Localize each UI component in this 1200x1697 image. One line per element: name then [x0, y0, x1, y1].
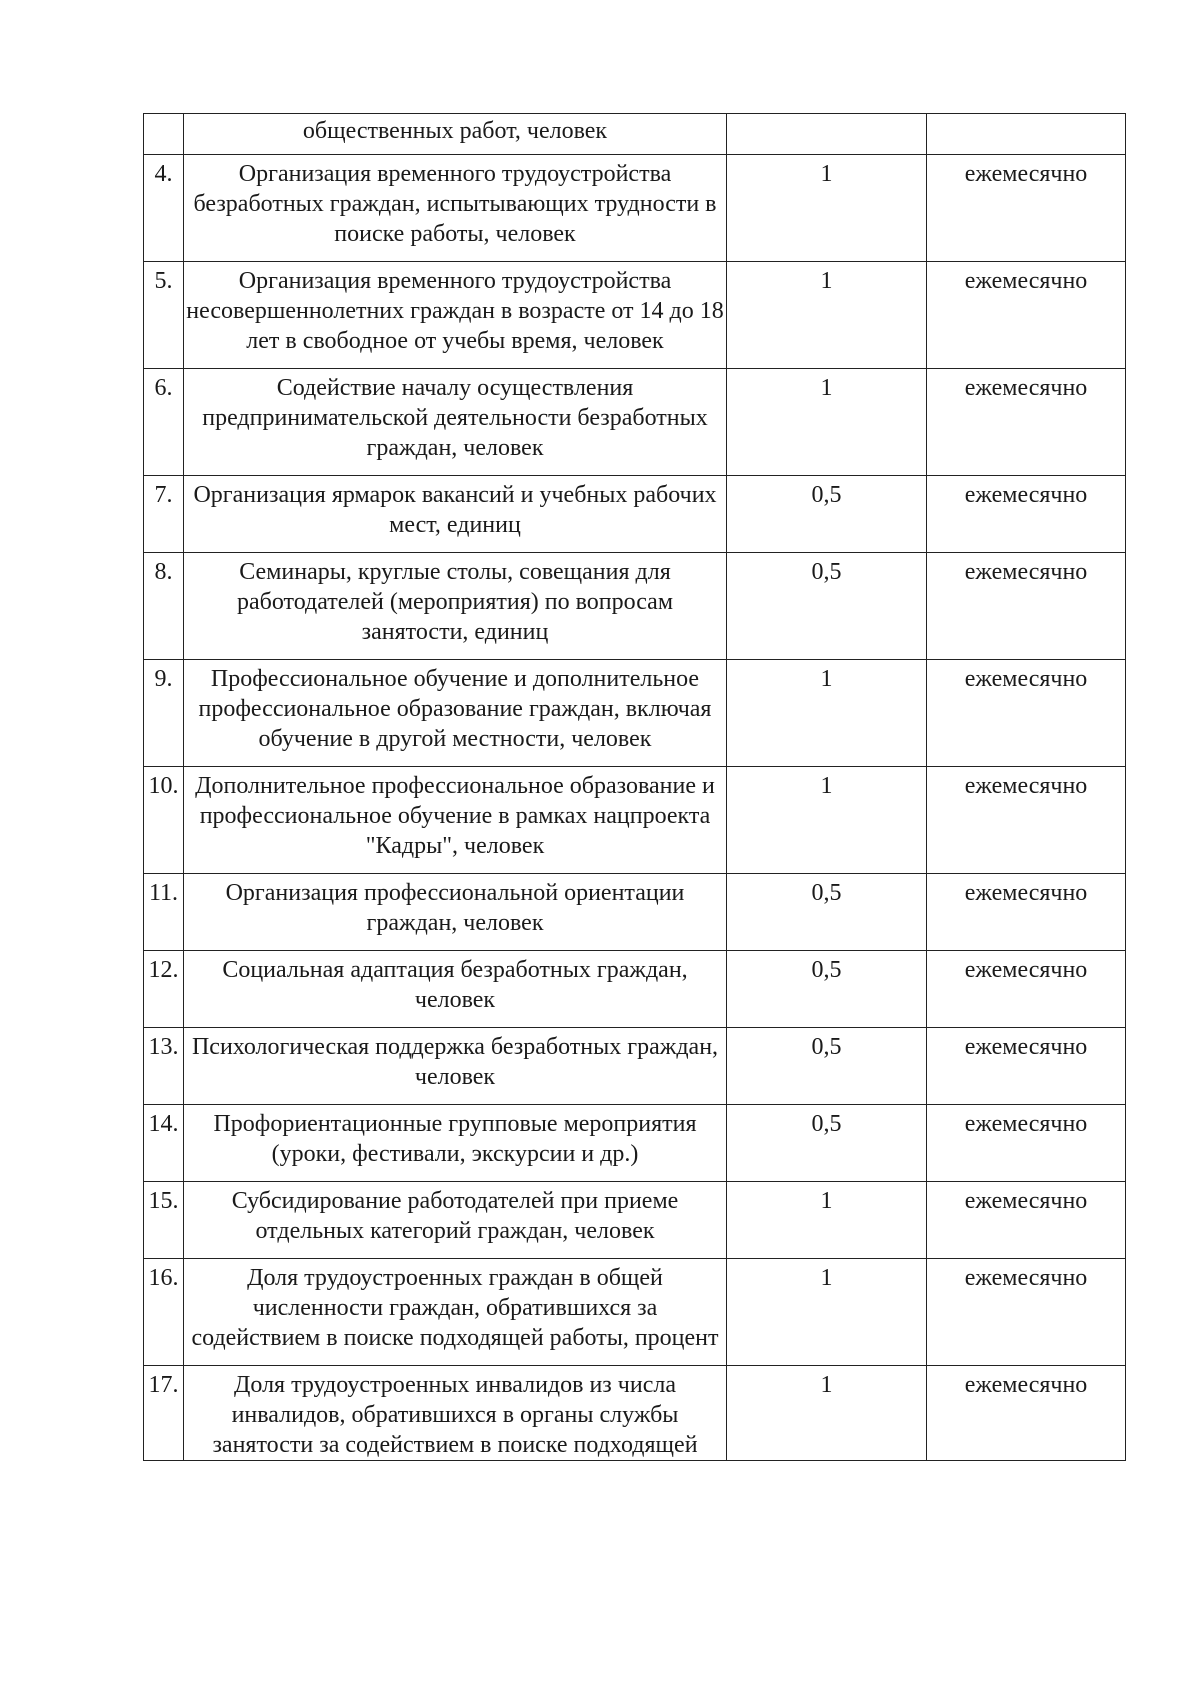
indicator-name: Организация ярмарок вакансий и учебных рабочих мест, единиц	[184, 476, 727, 553]
indicator-name: Психологическая поддержка безработных граждан, человек	[184, 1028, 727, 1105]
reporting-frequency: ежемесячно	[927, 369, 1126, 476]
row-number: 5.	[144, 262, 184, 369]
indicator-name: Доля трудоустроенных инвалидов из числа инвалидов, обратившихся в органы службы занятости за содействием в поиске подходящей	[184, 1366, 727, 1461]
reporting-frequency: ежемесячно	[927, 262, 1126, 369]
indicator-name: Дополнительное профессиональное образование и профессиональное обучение в рамках нацпроекта "Кадры", человек	[184, 767, 727, 874]
indicator-value: 0,5	[727, 951, 927, 1028]
indicator-name: Субсидирование работодателей при приеме отдельных категорий граждан, человек	[184, 1182, 727, 1259]
reporting-frequency: ежемесячно	[927, 951, 1126, 1028]
table-row	[144, 1105, 1126, 1182]
indicator-name: Организация временного трудоустройства безработных граждан, испытывающих трудности в поиске работы, человек	[184, 155, 727, 262]
table-row	[144, 476, 1126, 553]
reporting-frequency: ежемесячно	[927, 660, 1126, 767]
reporting-frequency: ежемесячно	[927, 1105, 1126, 1182]
indicator-value: 1	[727, 1366, 927, 1461]
table-row	[144, 553, 1126, 660]
reporting-frequency: ежемесячно	[927, 476, 1126, 553]
indicator-value: 1	[727, 369, 927, 476]
indicator-name: Организация временного трудоустройства несовершеннолетних граждан в возрасте от 14 до 18 лет в свободное от учебы время, человек	[184, 262, 727, 369]
indicator-value: 1	[727, 767, 927, 874]
indicator-name: Содействие началу осуществления предпринимательской деятельности безработных граждан, человек	[184, 369, 727, 476]
row-number: 12.	[144, 951, 184, 1028]
indicator-name: Семинары, круглые столы, совещания для работодателей (мероприятия) по вопросам занятости, единиц	[184, 553, 727, 660]
reporting-frequency: ежемесячно	[927, 155, 1126, 262]
indicators-table	[143, 113, 1126, 1461]
reporting-frequency: ежемесячно	[927, 1028, 1126, 1105]
table-row	[144, 951, 1126, 1028]
row-number: 16.	[144, 1259, 184, 1366]
reporting-frequency: ежемесячно	[927, 1259, 1126, 1366]
reporting-frequency: ежемесячно	[927, 767, 1126, 874]
indicator-name: Социальная адаптация безработных граждан, человек	[184, 951, 727, 1028]
table-row	[144, 155, 1126, 262]
table-row	[144, 1366, 1126, 1461]
table-row	[144, 767, 1126, 874]
table-row	[144, 114, 1126, 155]
indicator-value: 1	[727, 660, 927, 767]
table-row	[144, 1259, 1126, 1366]
indicator-value	[727, 114, 927, 155]
row-number: 10.	[144, 767, 184, 874]
indicator-value: 0,5	[727, 1028, 927, 1105]
table-body	[144, 114, 1126, 1461]
reporting-frequency: ежемесячно	[927, 1366, 1126, 1461]
indicator-value: 0,5	[727, 1105, 927, 1182]
row-number: 4.	[144, 155, 184, 262]
table-row	[144, 660, 1126, 767]
row-number: 17.	[144, 1366, 184, 1461]
indicator-value: 1	[727, 155, 927, 262]
reporting-frequency: ежемесячно	[927, 1182, 1126, 1259]
row-number: 13.	[144, 1028, 184, 1105]
indicator-value: 0,5	[727, 874, 927, 951]
table-row	[144, 1182, 1126, 1259]
indicator-name: Профессиональное обучение и дополнительное профессиональное образование граждан, включая обучение в другой местности, человек	[184, 660, 727, 767]
row-number: 7.	[144, 476, 184, 553]
indicator-name: Организация профессиональной ориентации граждан, человек	[184, 874, 727, 951]
table-row	[144, 1028, 1126, 1105]
row-number: 8.	[144, 553, 184, 660]
row-number: 6.	[144, 369, 184, 476]
indicator-value: 0,5	[727, 553, 927, 660]
row-number: 11.	[144, 874, 184, 951]
row-number	[144, 114, 184, 155]
row-number: 14.	[144, 1105, 184, 1182]
indicator-name: общественных работ, человек	[184, 114, 727, 155]
indicator-value: 1	[727, 1259, 927, 1366]
reporting-frequency	[927, 114, 1126, 155]
table-row	[144, 874, 1126, 951]
reporting-frequency: ежемесячно	[927, 874, 1126, 951]
row-number: 15.	[144, 1182, 184, 1259]
indicator-name: Доля трудоустроенных граждан в общей численности граждан, обратившихся за содействием в поиске подходящей работы, процент	[184, 1259, 727, 1366]
indicator-value: 1	[727, 1182, 927, 1259]
indicator-name: Профориентационные групповые мероприятия (уроки, фестивали, экскурсии и др.)	[184, 1105, 727, 1182]
row-number: 9.	[144, 660, 184, 767]
table-row	[144, 369, 1126, 476]
reporting-frequency: ежемесячно	[927, 553, 1126, 660]
table-row	[144, 262, 1126, 369]
indicator-value: 1	[727, 262, 927, 369]
indicator-value: 0,5	[727, 476, 927, 553]
